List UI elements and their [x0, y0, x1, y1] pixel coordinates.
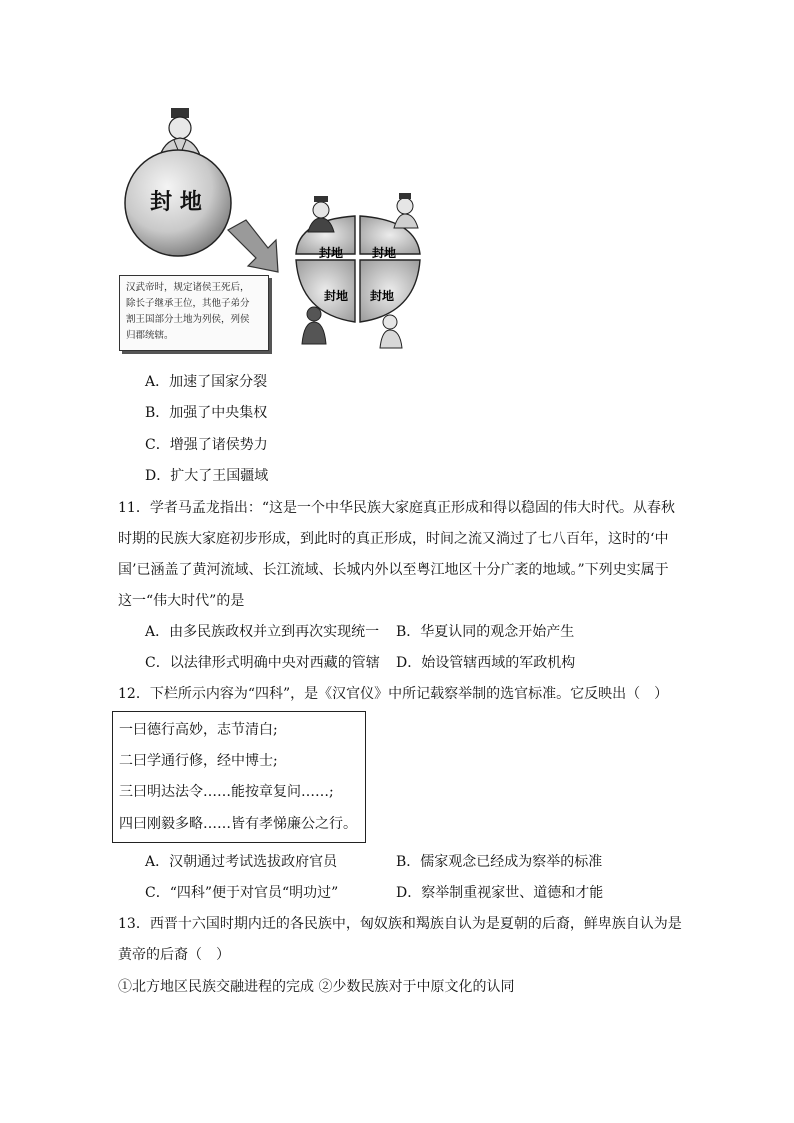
q10-option-b[interactable]: B．加强了中央集权 [145, 405, 268, 421]
caption-line: 汉武帝时，规定诸侯王死后， [126, 282, 250, 293]
q11-stem-line: 11．学者马孟龙指出：“这是一个中华民族大家庭真正形成和得以稳固的伟大时代。从春秋 [118, 500, 675, 516]
q12-stem: 12．下栏所示内容为“四科”，是《汉官仪》中所记载察举制的选官标准。它反映出（ ） [118, 686, 669, 702]
noble-figure [394, 193, 418, 228]
noble-figure [380, 315, 402, 348]
q11-stem-line: 这一“伟大时代”的是 [118, 593, 245, 609]
quarter-label: 封地 [371, 246, 397, 260]
q13-statements: ①北方地区民族交融进程的完成 ②少数民族对于中原文化的认同 [118, 979, 515, 995]
box-line: 四曰刚毅多略……皆有孝悌廉公之行。 [119, 816, 357, 832]
q11-option-b[interactable]: B．华夏认同的观念开始产生 [396, 624, 575, 640]
arrow-icon [228, 220, 278, 272]
caption-line: 归郡统辖。 [126, 330, 174, 341]
noble-figure [302, 307, 326, 344]
box-line: 三曰明达法令……能按章复问……; [119, 784, 334, 800]
q10-option-d[interactable]: D．扩大了王国疆域 [145, 468, 269, 484]
big-ball-label: 封 地 [150, 190, 202, 215]
caption-line: 割王国部分土地为列侯，列侯 [126, 314, 250, 325]
q12-four-subjects-box [112, 711, 366, 843]
q12-option-a[interactable]: A．汉朝通过考试选拔政府官员 [145, 854, 338, 870]
illustration-caption [119, 275, 269, 351]
q10-option-a[interactable]: A．加速了国家分裂 [145, 374, 268, 390]
q13-stem-line: 黄帝的后裔（ ） [118, 947, 230, 963]
q12-option-c[interactable]: C．“四科”便于对官员“明功过” [145, 885, 339, 901]
q11-stem-line: 时期的民族大家庭初步形成，到此时的真正形成，时间之流又淌过了七八百年，这时的‘中 [118, 531, 669, 547]
q11-stem-line: 国’已涵盖了黄河流域、长江流域、长城内外以至粤江地区十分广袤的地域。”下列史实属于 [118, 562, 669, 578]
q11-option-a[interactable]: A．由多民族政权并立到再次实现统一 [145, 624, 380, 640]
q10-option-c[interactable]: C．增强了诸侯势力 [145, 437, 268, 453]
caption-line: 除长子继承王位，其他子弟分 [126, 298, 250, 309]
box-line: 一曰德行高妙，志节清白; [119, 722, 278, 738]
quarter-label: 封地 [323, 289, 349, 303]
q13-stem-line: 13．西晋十六国时期内迁的各民族中，匈奴族和羯族自认为是夏朝的后裔，鲜卑族自认为是 [118, 916, 682, 932]
big-fief-ball [125, 150, 231, 256]
q12-option-b[interactable]: B．儒家观念已经成为察举的标准 [396, 854, 603, 870]
q11-option-c[interactable]: C．以法律形式明确中央对西藏的管辖 [145, 655, 380, 671]
quarter-label: 封地 [369, 289, 395, 303]
box-line: 二曰学通行修，经中博士; [119, 753, 278, 769]
quarter-label: 封地 [318, 246, 344, 260]
q12-option-d[interactable]: D．察举制重视家世、道德和才能 [396, 885, 604, 901]
q11-option-d[interactable]: D．始设管辖西域的军政机构 [396, 655, 576, 671]
noble-figure [308, 196, 334, 232]
